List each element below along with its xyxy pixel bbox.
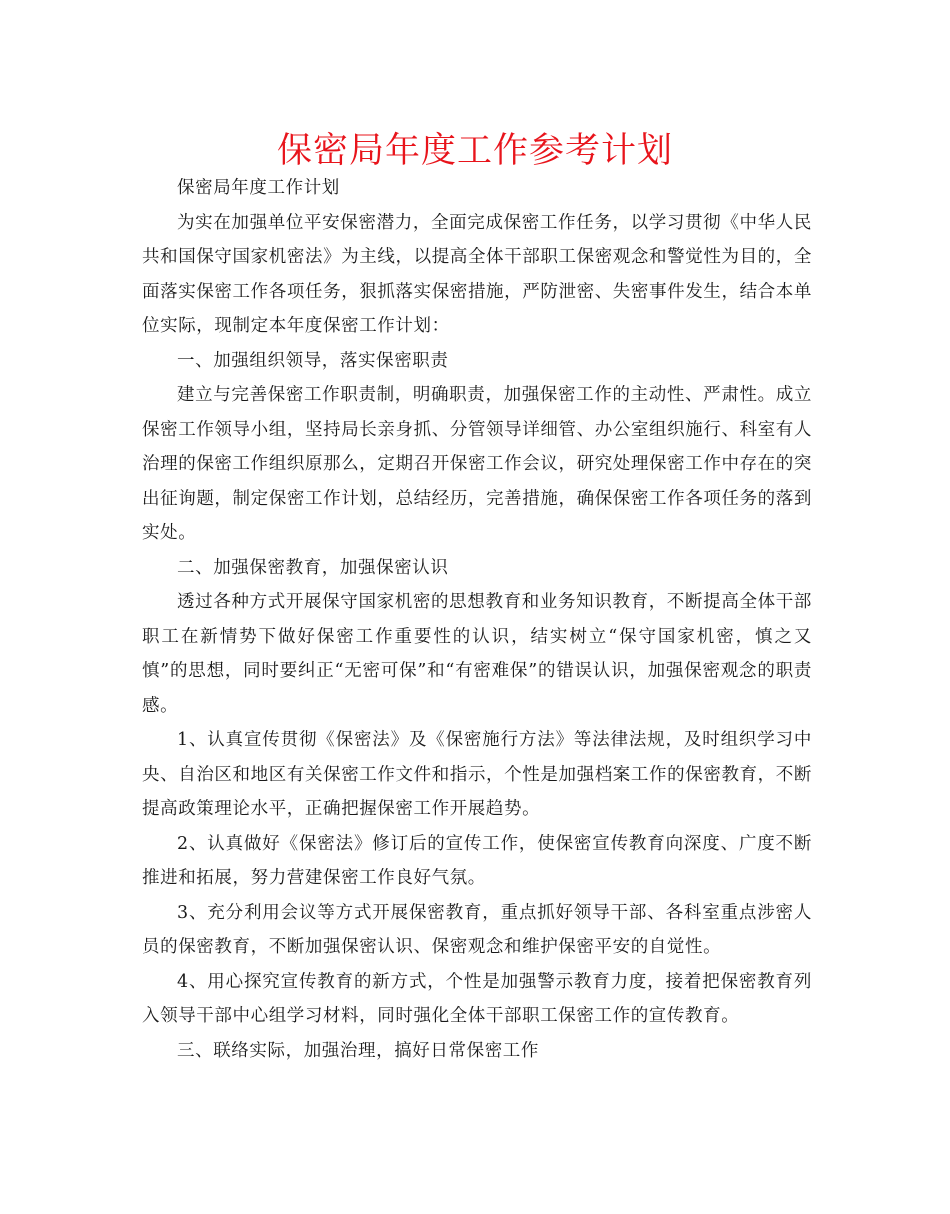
section-heading-1: 一、加强组织领导，落实保密职责 xyxy=(177,350,449,371)
list-item-4: 4、用心探究宣传教育的新方式，个性是加强警示教育力度，接着把保密教育列入领导干部中心组学习材料，同时强化全体干部职工保密工作的宣传教育。 xyxy=(142,971,812,1026)
section-heading-3: 三、联络实际，加强治理，搞好日常保密工作 xyxy=(177,1040,539,1061)
document-title: 保密局年度工作参考计划 xyxy=(276,131,673,171)
list-item-3: 3、充分利用会议等方式开展保密教育，重点抓好领导干部、各科室重点涉密人员的保密教育，不断加强保密认识、保密观念和维护保密平安的自觉性。 xyxy=(142,902,812,957)
paragraph-section-2: 透过各种方式开展保守国家机密的思想教育和业务知识教育，不断提高全体干部职工在新情势下做好保密工作重要性的认识，结实树立“保守国家机密，慎之又慎”的思想，同时要纠正“无密可保”和“有密难保”的错误认识，加强保密观念的职责感。 xyxy=(142,592,812,716)
document-body xyxy=(142,171,812,1068)
paragraph-section-1: 建立与完善保密工作职责制，明确职责，加强保密工作的主动性、严肃性。成立保密工作领导小组，坚持局长亲身抓、分管领导详细管、办公室组织施行、科室有人治理的保密工作组织原那么，定期召开保密工作会议，研究处理保密工作中存在的突出征询题，制定保密工作计划，总结经历，完善措施，确保保密工作各项任务的落到实处。 xyxy=(142,385,812,543)
paragraph-subtitle: 保密局年度工作计划 xyxy=(177,178,340,198)
list-item-1: 1、认真宣传贯彻《保密法》及《保密施行方法》等法律法规，及时组织学习中央、自治区和地区有关保密工作文件和指示，个性是加强档案工作的保密教育，不断提高政策理论水平，正确把握保密工作开展趋势。 xyxy=(142,730,812,819)
section-heading-2: 二、加强保密教育，加强保密认识 xyxy=(177,557,449,578)
list-item-2: 2、认真做好《保密法》修订后的宣传工作，使保密宣传教育向深度、广度不断推进和拓展，努力营建保密工作良好气氛。 xyxy=(142,833,812,888)
paragraph-intro: 为实在加强单位平安保密潜力，全面完成保密工作任务，以学习贯彻《中华人民共和国保守国家机密法》为主线，以提高全体干部职工保密观念和警觉性为目的，全面落实保密工作各项任务，狠抓落实保密措施，严防泄密、失密事件发生，结合本单位实际，现制定本年度保密工作计划： xyxy=(142,212,812,336)
